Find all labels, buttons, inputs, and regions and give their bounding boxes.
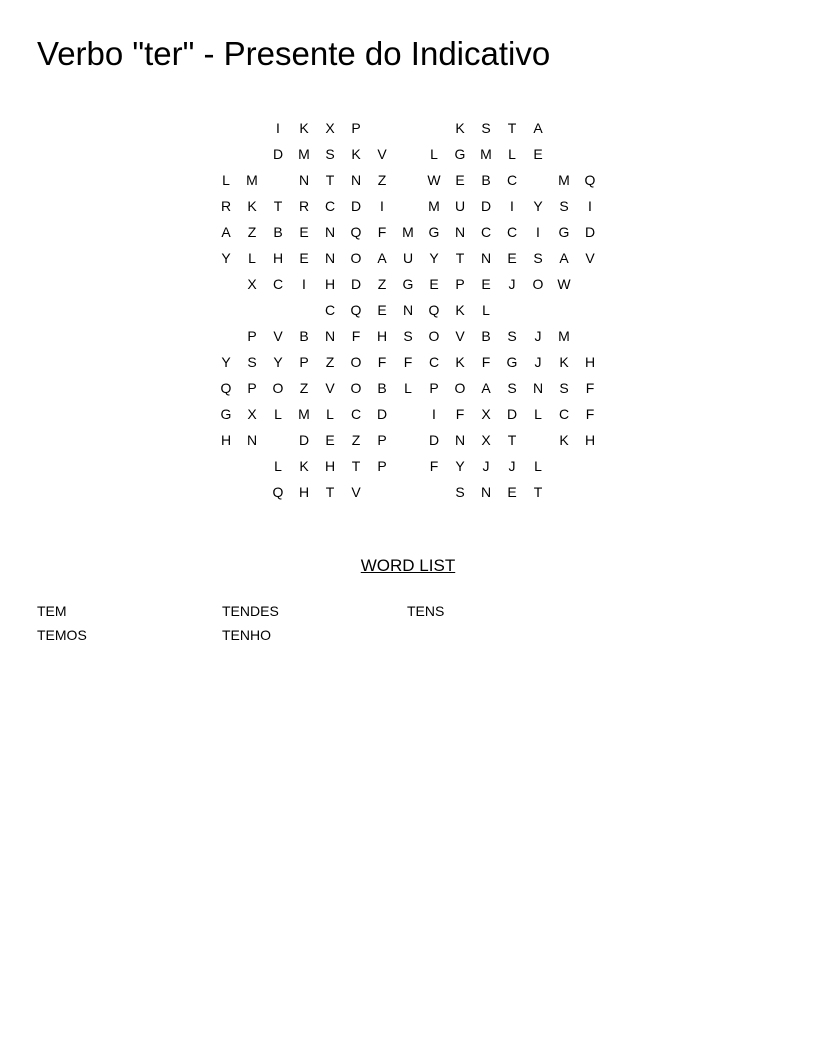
grid-cell: P [351, 120, 361, 136]
grid-cell: M [298, 406, 310, 422]
grid-cell: Y [273, 354, 283, 370]
grid-cell [577, 141, 603, 167]
grid-cell: M [428, 198, 440, 214]
grid-cell: L [248, 250, 256, 266]
grid-cell: Q [428, 302, 440, 318]
word-list-row [37, 624, 597, 648]
grid-row [213, 427, 603, 453]
grid-cell: T [273, 198, 283, 214]
grid-cell [265, 427, 291, 453]
grid-cell: E [325, 432, 335, 448]
grid-cell: B [481, 328, 491, 344]
grid-cell: E [533, 146, 543, 162]
grid-cell: N [480, 484, 492, 500]
grid-cell: J [534, 354, 542, 370]
grid-cell [577, 453, 603, 479]
grid-cell [239, 297, 265, 323]
grid-cell: O [428, 328, 440, 344]
grid-row [213, 401, 603, 427]
grid-cell: I [510, 198, 514, 214]
grid-cell: V [351, 484, 361, 500]
grid-cell: P [247, 380, 257, 396]
grid-cell: F [351, 328, 361, 344]
grid-cell: E [299, 250, 309, 266]
grid-cell: E [481, 276, 491, 292]
grid-cell [395, 479, 421, 505]
grid-cell: Q [220, 380, 232, 396]
grid-cell: D [272, 146, 284, 162]
grid-cell: Z [377, 172, 387, 188]
grid-cell: Y [533, 198, 543, 214]
grid-cell: S [481, 120, 491, 136]
grid-cell: C [480, 224, 492, 240]
grid-cell: K [299, 458, 309, 474]
grid-cell [577, 115, 603, 141]
grid-cell [213, 297, 239, 323]
grid-cell: P [377, 432, 387, 448]
grid-cell [577, 271, 603, 297]
grid-cell: O [350, 354, 362, 370]
grid-cell: C [506, 172, 518, 188]
grid-cell [577, 479, 603, 505]
grid-cell: D [584, 224, 596, 240]
grid-cell [395, 453, 421, 479]
grid-cell: K [351, 146, 361, 162]
grid-cell: F [481, 354, 491, 370]
grid-cell: O [350, 380, 362, 396]
grid-row [213, 193, 603, 219]
grid-row [213, 219, 603, 245]
grid-cell [551, 297, 577, 323]
grid-cell: X [325, 120, 335, 136]
grid-cell: H [584, 354, 596, 370]
grid-cell: W [557, 276, 571, 292]
grid-cell: F [429, 458, 439, 474]
grid-cell: H [376, 328, 388, 344]
grid-cell: K [247, 198, 257, 214]
grid-cell: I [588, 198, 592, 214]
grid-cell [551, 141, 577, 167]
grid-cell: D [376, 406, 388, 422]
grid-cell: L [326, 406, 334, 422]
grid-cell [213, 115, 239, 141]
grid-cell: Q [272, 484, 284, 500]
grid-cell [551, 479, 577, 505]
grid-cell: A [481, 380, 491, 396]
word-list-item: TENS [407, 603, 445, 619]
grid-cell: M [402, 224, 414, 240]
grid-cell: O [454, 380, 466, 396]
grid-cell [265, 297, 291, 323]
grid-cell [239, 479, 265, 505]
grid-cell: P [299, 354, 309, 370]
grid-cell: M [246, 172, 258, 188]
grid-row [213, 453, 603, 479]
grid-cell: Q [350, 224, 362, 240]
grid-cell: C [324, 198, 336, 214]
grid-cell: U [454, 198, 466, 214]
grid-cell: O [350, 250, 362, 266]
grid-cell: X [481, 406, 491, 422]
grid-cell [213, 453, 239, 479]
grid-cell: Z [247, 224, 257, 240]
grid-cell: P [247, 328, 257, 344]
grid-cell: E [507, 250, 517, 266]
grid-cell [551, 453, 577, 479]
grid-cell: L [274, 406, 282, 422]
grid-cell: K [455, 354, 465, 370]
grid-cell: S [247, 354, 257, 370]
grid-cell: I [276, 120, 280, 136]
grid-cell [213, 479, 239, 505]
grid-cell: C [506, 224, 518, 240]
grid-cell [525, 167, 551, 193]
grid-cell: A [221, 224, 231, 240]
grid-cell: O [532, 276, 544, 292]
grid-cell: T [455, 250, 465, 266]
word-list-row [37, 600, 597, 624]
grid-cell: E [299, 224, 309, 240]
grid-cell: I [432, 406, 436, 422]
grid-cell: A [559, 250, 569, 266]
grid-cell: B [481, 172, 491, 188]
grid-cell: P [455, 276, 465, 292]
grid-cell [421, 115, 447, 141]
grid-cell: X [247, 276, 257, 292]
grid-cell: K [455, 302, 465, 318]
grid-row [213, 375, 603, 401]
grid-cell: K [559, 354, 569, 370]
grid-cell: N [324, 328, 336, 344]
grid-cell: J [482, 458, 490, 474]
grid-cell: D [350, 276, 362, 292]
grid-cell: J [508, 276, 516, 292]
grid-cell: S [403, 328, 413, 344]
grid-cell: D [428, 432, 440, 448]
grid-cell: R [298, 198, 310, 214]
grid-cell: T [507, 432, 517, 448]
grid-cell: F [403, 354, 413, 370]
grid-cell: Z [299, 380, 309, 396]
grid-cell [577, 297, 603, 323]
grid-cell: E [429, 276, 439, 292]
grid-cell: V [325, 380, 335, 396]
grid-cell: R [220, 198, 232, 214]
grid-cell: K [559, 432, 569, 448]
grid-cell: H [272, 250, 284, 266]
word-list [37, 600, 597, 648]
grid-cell: S [455, 484, 465, 500]
grid-cell [577, 323, 603, 349]
grid-cell [525, 297, 551, 323]
grid-cell: G [220, 406, 232, 422]
grid-cell: K [299, 120, 309, 136]
grid-cell: E [377, 302, 387, 318]
grid-cell: L [222, 172, 230, 188]
grid-cell: T [533, 484, 543, 500]
grid-cell: Z [351, 432, 361, 448]
grid-row [213, 323, 603, 349]
word-list-title: WORD LIST [360, 556, 456, 575]
grid-cell: P [377, 458, 387, 474]
grid-cell: M [558, 172, 570, 188]
grid-cell: L [534, 406, 542, 422]
grid-cell: M [298, 146, 310, 162]
grid-cell: N [246, 432, 258, 448]
grid-cell [395, 167, 421, 193]
grid-cell: N [324, 250, 336, 266]
grid-cell: K [455, 120, 465, 136]
grid-cell: L [430, 146, 438, 162]
grid-cell: I [302, 276, 306, 292]
grid-cell: J [534, 328, 542, 344]
grid-cell [499, 297, 525, 323]
grid-cell [369, 115, 395, 141]
grid-cell: N [402, 302, 414, 318]
grid-cell [421, 479, 447, 505]
grid-cell: S [325, 146, 335, 162]
grid-cell: N [324, 224, 336, 240]
grid-cell: S [559, 198, 569, 214]
grid-cell: G [428, 224, 440, 240]
grid-cell: Y [455, 458, 465, 474]
grid-cell: C [272, 276, 284, 292]
grid-cell: F [585, 406, 595, 422]
grid-cell: C [350, 406, 362, 422]
word-list-item: TEMOS [37, 627, 87, 643]
grid-cell: J [508, 458, 516, 474]
grid-cell: B [377, 380, 387, 396]
grid-cell: V [455, 328, 465, 344]
grid-cell: E [455, 172, 465, 188]
grid-cell: C [558, 406, 570, 422]
grid-cell: Z [377, 276, 387, 292]
grid-cell: C [428, 354, 440, 370]
grid-cell: C [324, 302, 336, 318]
grid-cell: S [507, 328, 517, 344]
grid-cell: N [298, 172, 310, 188]
grid-cell: S [533, 250, 543, 266]
grid-cell: N [454, 432, 466, 448]
grid-cell [525, 427, 551, 453]
grid-cell: F [455, 406, 465, 422]
grid-cell: L [534, 458, 542, 474]
grid-row [213, 479, 603, 505]
grid-cell: G [402, 276, 414, 292]
grid-cell: U [402, 250, 414, 266]
page-title: Verbo "ter" - Presente do Indicativo [37, 35, 551, 72]
grid-cell: V [585, 250, 595, 266]
grid-cell: T [325, 484, 335, 500]
grid-cell [291, 297, 317, 323]
grid-cell: X [247, 406, 257, 422]
grid-cell: H [324, 458, 336, 474]
grid-cell [213, 323, 239, 349]
grid-cell: S [507, 380, 517, 396]
grid-row [213, 141, 603, 167]
grid-cell: L [508, 146, 516, 162]
grid-cell [395, 401, 421, 427]
grid-cell: T [507, 120, 517, 136]
grid-row [213, 167, 603, 193]
grid-cell: A [377, 250, 387, 266]
grid-cell: B [299, 328, 309, 344]
grid-cell: V [377, 146, 387, 162]
grid-cell: G [558, 224, 570, 240]
grid-cell: I [536, 224, 540, 240]
word-search-grid [213, 115, 603, 505]
grid-cell: M [558, 328, 570, 344]
grid-cell: W [427, 172, 441, 188]
grid-row [213, 115, 603, 141]
grid-cell [395, 141, 421, 167]
grid-cell [239, 453, 265, 479]
grid-cell: T [351, 458, 361, 474]
grid-cell: D [298, 432, 310, 448]
grid-cell: Q [350, 302, 362, 318]
grid-cell [265, 167, 291, 193]
grid-cell: N [532, 380, 544, 396]
grid-cell: G [454, 146, 466, 162]
grid-row [213, 349, 603, 375]
word-list-item: TENDES [222, 603, 279, 619]
grid-cell [213, 271, 239, 297]
grid-cell [213, 141, 239, 167]
grid-cell: N [480, 250, 492, 266]
grid-cell: H [324, 276, 336, 292]
grid-cell: V [273, 328, 283, 344]
grid-cell: P [429, 380, 439, 396]
grid-cell [395, 427, 421, 453]
grid-cell [395, 193, 421, 219]
grid-cell: Y [221, 354, 231, 370]
grid-cell: Y [429, 250, 439, 266]
grid-cell: B [273, 224, 283, 240]
grid-cell: N [350, 172, 362, 188]
grid-cell [369, 479, 395, 505]
grid-cell: L [274, 458, 282, 474]
grid-cell: D [506, 406, 518, 422]
grid-cell: I [380, 198, 384, 214]
grid-cell: H [220, 432, 232, 448]
grid-cell [395, 115, 421, 141]
word-list-item: TENHO [222, 627, 271, 643]
grid-cell: Y [221, 250, 231, 266]
grid-cell: F [377, 224, 387, 240]
grid-cell: D [480, 198, 492, 214]
grid-row [213, 271, 603, 297]
grid-cell: F [585, 380, 595, 396]
grid-cell [239, 141, 265, 167]
grid-cell: A [533, 120, 543, 136]
grid-cell: G [506, 354, 518, 370]
grid-cell: Z [325, 354, 335, 370]
grid-cell: S [559, 380, 569, 396]
grid-cell: O [272, 380, 284, 396]
word-list-item: TEM [37, 603, 67, 619]
grid-cell: L [404, 380, 412, 396]
grid-cell: H [584, 432, 596, 448]
grid-cell [239, 115, 265, 141]
grid-cell: D [350, 198, 362, 214]
grid-cell [551, 115, 577, 141]
grid-cell: N [454, 224, 466, 240]
grid-cell: E [507, 484, 517, 500]
grid-cell: X [481, 432, 491, 448]
grid-cell: H [298, 484, 310, 500]
grid-cell: Q [584, 172, 596, 188]
grid-row [213, 245, 603, 271]
grid-cell: F [377, 354, 387, 370]
grid-row [213, 297, 603, 323]
grid-cell: L [482, 302, 490, 318]
grid-cell: M [480, 146, 492, 162]
grid-cell: T [325, 172, 335, 188]
